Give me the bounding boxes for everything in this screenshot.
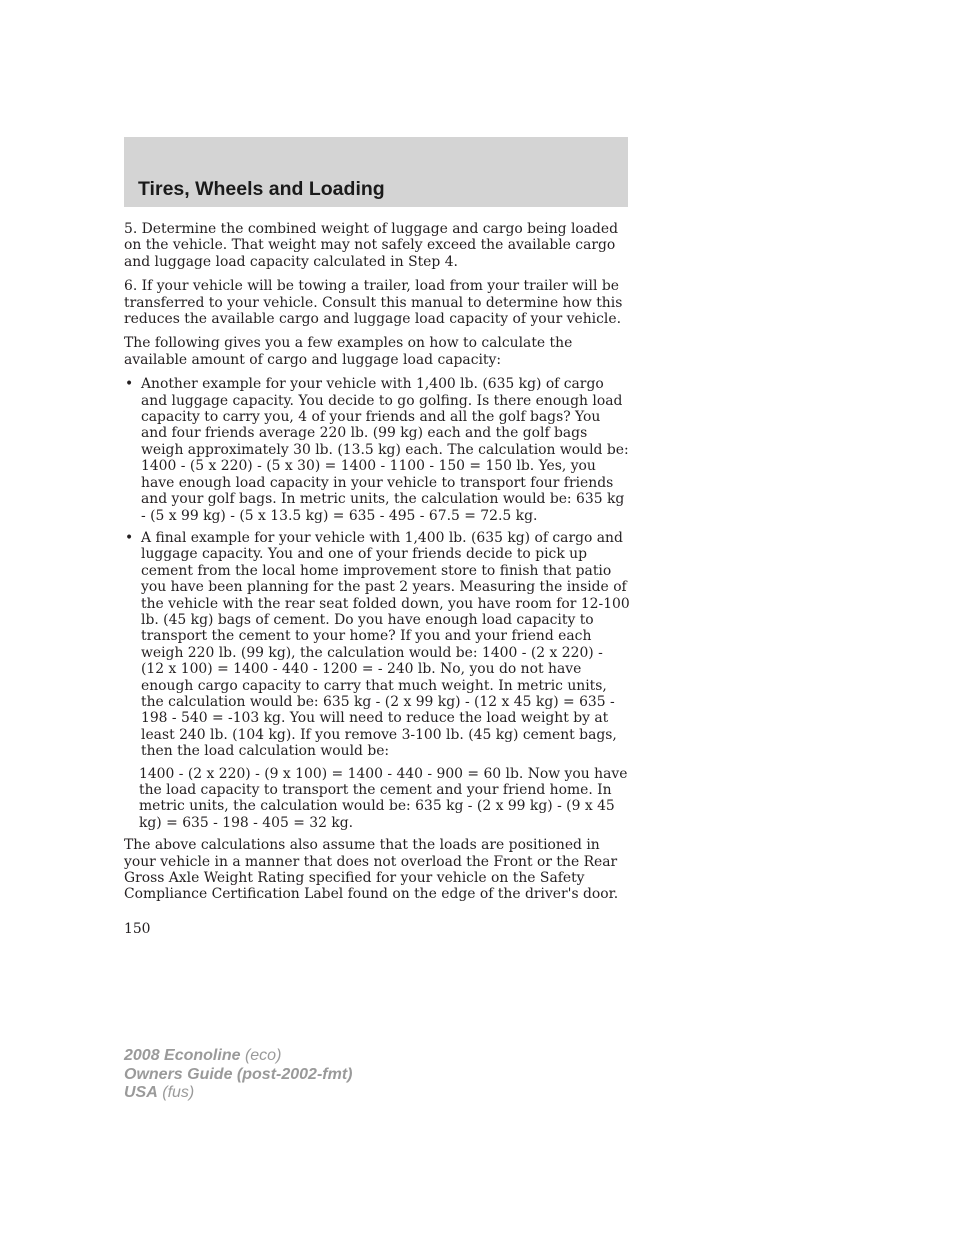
document-footer: [124, 1047, 352, 1103]
step-5-paragraph: 5. Determine the combined weight of luggage and cargo being loaded on the vehicle. That weight may not safely exceed the available cargo and luggage load capacity calculated in Step 4.: [124, 221, 619, 270]
footer-line-model: [124, 1047, 352, 1066]
cement-example-continued: 1400 - (2 x 220) - (9 x 100) = 1400 - 440 - 900 = 60 lb. Now you have the load capacity to transport the cement and your friend home. In metric units, the calculation would be: 635 kg - (2 x 99 kg) - (9 x 45 kg) = 635 - 198 - 405 = 32 kg.: [139, 765, 628, 831]
section-title: Tires, Wheels and Loading: [138, 178, 385, 200]
footer-line-guide: [124, 1066, 352, 1085]
footer-market: USA: [124, 1084, 158, 1101]
step-6-paragraph: 6. If your vehicle will be towing a trailer, load from your trailer will be transferred to your vehicle. Consult this manual to determine how this reduces the available cargo and luggage load capacity of your vehicle.: [124, 278, 623, 328]
page-body: [124, 221, 630, 937]
bullet-icon: •: [125, 529, 134, 546]
golf-example-bullet: [124, 376, 630, 524]
footer-line-market: [124, 1084, 352, 1103]
golf-example-text: Another example for your vehicle with 1,400 lb. (635 kg) of cargo and luggage capacity. You decide to go golfing. Is there enough load capacity to carry you, 4 of your friends and all the golf bags? You and four friends average 220 lb. (99 kg) each and the golf bags weigh approximately 30 lb. (13.5 kg) each. The calculation would be: 1400 - (5 x 220) - (5 x 30) = 1400 - 1100 - 150 = 150 lb. Yes, you have enough load capacity in your vehicle to transport four friends and your golf bags. In metric units, the calculation would be: 635 kg - (5 x 99 kg) - (5 x 13.5 kg) = 635 - 495 - 67.5 = 72.5 kg.: [141, 376, 629, 524]
cement-example-bullet: [124, 530, 630, 760]
examples-intro-paragraph: The following gives you a few examples on how to calculate the available amount of cargo and luggage load capacity:: [124, 335, 573, 368]
footer-guide: Owners Guide (post-2002-fmt): [124, 1065, 353, 1083]
section-header-band: [124, 137, 628, 207]
footer-model-code: (eco): [244, 1047, 282, 1064]
cement-example-text: A final example for your vehicle with 1,400 lb. (635 kg) of cargo and luggage capacity. You and one of your friends decide to pick up cement from the local home improvement store to finish that patio you have been planning for the past 2 years. Measuring the inside of the vehicle with the rear seat folded down, you have room for 12-100 lb. (45 kg) bags of cement. Do you have enough load capacity to transport the cement to your home? If you and your friend each weigh 220 lb. (99 kg), the calculation would be: 1400 - (2 x 220) - (12 x 100) = 1400 - 440 - 1200 = - 240 lb. No, you do not have enough cargo capacity to carry that much weight. In metric units, the calculation would be: 635 kg - (2 x 99 kg) - (12 x 45 kg) = 635 - 198 - 540 = -103 kg. You will need to reduce the load weight by at least 240 lb. (104 kg). If you remove 3-100 lb. (45 kg) cement bags, then the load calculation would be:: [141, 529, 630, 760]
bullet-icon: •: [125, 376, 134, 393]
footer-model: 2008 Econoline: [124, 1047, 241, 1064]
closing-paragraph: The above calculations also assume that the loads are positioned in your vehicle in a manner that does not overload the Front or the Rear Gross Axle Weight Rating specified for your vehicle on the Safety Compliance Certification Label found on the edge of the driver's door.: [124, 837, 619, 903]
footer-market-code: (fus): [162, 1084, 195, 1101]
page-number: 150: [124, 920, 151, 937]
